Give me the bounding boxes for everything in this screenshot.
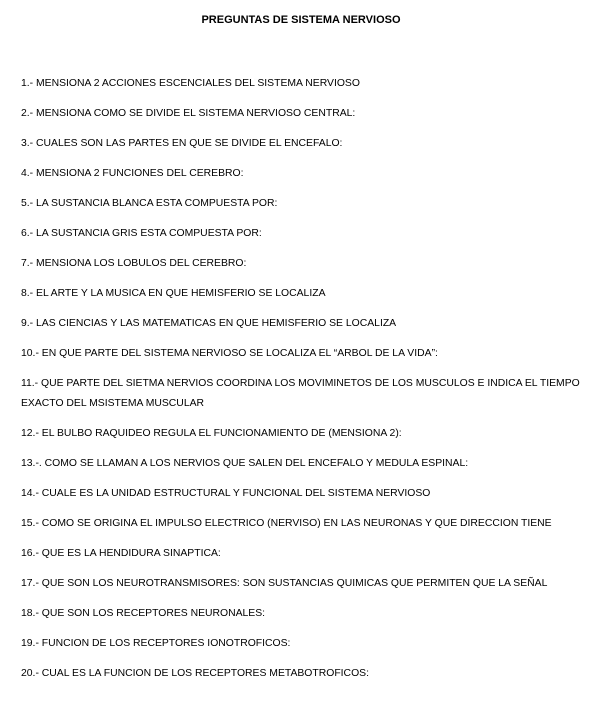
question-item: 13.-. COMO SE LLAMAN A LOS NERVIOS QUE SALEN DEL ENCEFALO Y MEDULA ESPINAL: xyxy=(21,458,469,469)
question-item: 8.- EL ARTE Y LA MUSICA EN QUE HEMISFERIO SE LOCALIZA xyxy=(21,288,326,299)
question-item: 12.- EL BULBO RAQUIDEO REGULA EL FUNCIONAMIENTO DE (MENSIONA 2): xyxy=(21,428,402,439)
page-title: PREGUNTAS DE SISTEMA NERVIOSO xyxy=(201,14,401,26)
question-item: 14.- CUALE ES LA UNIDAD ESTRUCTURAL Y FUNCIONAL DEL SISTEMA NERVIOSO xyxy=(21,488,431,499)
question-item: 16.- QUE ES LA HENDIDURA SINAPTICA: xyxy=(21,548,221,559)
question-item: 4.- MENSIONA 2 FUNCIONES DEL CEREBRO: xyxy=(21,168,244,179)
question-item: 3.- CUALES SON LAS PARTES EN QUE SE DIVIDE EL ENCEFALO: xyxy=(21,138,343,149)
question-list xyxy=(21,74,581,694)
question-item: 6.- LA SUSTANCIA GRIS ESTA COMPUESTA POR: xyxy=(21,228,262,239)
question-item: 9.- LAS CIENCIAS Y LAS MATEMATICAS EN QUE HEMISFERIO SE LOCALIZA xyxy=(21,318,397,329)
question-item: 5.- LA SUSTANCIA BLANCA ESTA COMPUESTA POR: xyxy=(21,198,278,209)
question-item: 11.- QUE PARTE DEL SIETMA NERVIOS COORDINA LOS MOVIMINETOS DE LOS MUSCULOS E INDICA EL TIEMPO EXACTO DEL MSISTEMA MUSCULAR xyxy=(21,378,580,409)
question-item: 7.- MENSIONA LOS LOBULOS DEL CEREBRO: xyxy=(21,258,247,269)
question-item: 1.- MENSIONA 2 ACCIONES ESCENCIALES DEL SISTEMA NERVIOSO xyxy=(21,78,360,89)
question-item: 10.- EN QUE PARTE DEL SISTEMA NERVIOSO SE LOCALIZA EL “ARBOL DE LA VIDA”: xyxy=(21,348,438,359)
question-item: 20.- CUAL ES LA FUNCION DE LOS RECEPTORES METABOTROFICOS: xyxy=(21,668,369,679)
question-item: 18.- QUE SON LOS RECEPTORES NEURONALES: xyxy=(21,608,266,619)
question-item: 15.- COMO SE ORIGINA EL IMPULSO ELECTRICO (NERVISO) EN LAS NEURONAS Y QUE DIRECCION TIENE xyxy=(21,518,552,529)
question-item: 19.- FUNCION DE LOS RECEPTORES IONOTROFICOS: xyxy=(21,638,291,649)
question-item: 17.- QUE SON LOS NEUROTRANSMISORES: SON SUSTANCIAS QUIMICAS QUE PERMITEN QUE LA SEÑAL xyxy=(21,578,548,589)
question-item: 2.- MENSIONA COMO SE DIVIDE EL SISTEMA NERVIOSO CENTRAL: xyxy=(21,108,356,119)
